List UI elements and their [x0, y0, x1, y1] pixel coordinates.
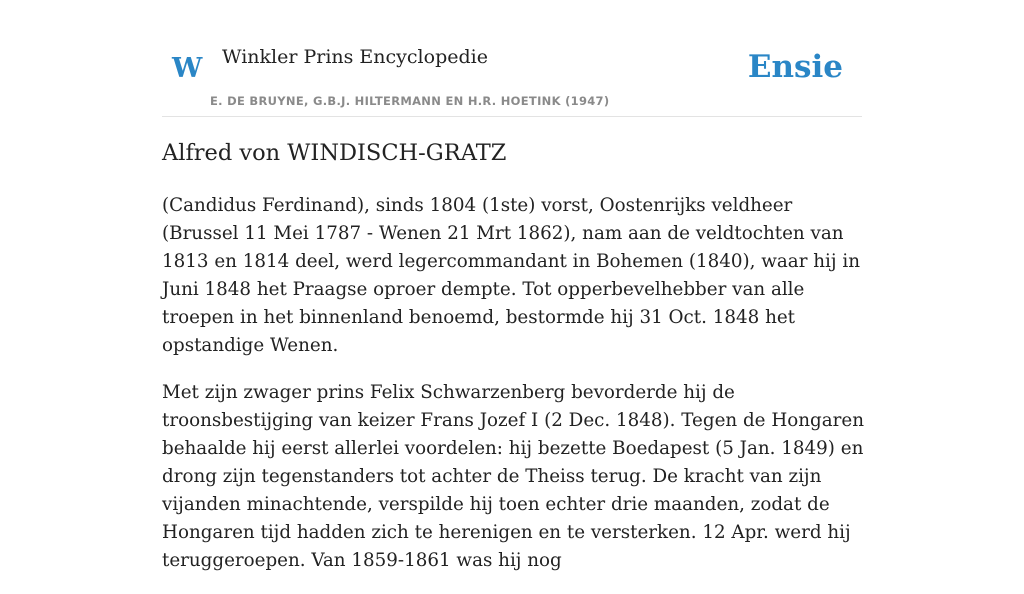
ensie-home-link[interactable]: Ensie [747, 49, 843, 85]
article-body [162, 192, 866, 594]
article-headword: Alfred von WINDISCH-GRATZ [162, 140, 507, 166]
encyclopedia-title[interactable]: Winkler Prins Encyclopedie [222, 46, 488, 68]
encyclopedia-authors: E. DE BRUYNE, G.B.J. HILTERMANN EN H.R. HOETINK (1947) [210, 94, 610, 108]
encyclopedia-logo[interactable]: W [172, 53, 203, 84]
article-paragraph: (Candidus Ferdinand), sinds 1804 (1ste) vorst, Oostenrijks veldheer (Brussel 11 Mei 1787 - Wenen 21 Mrt 1862), nam aan de veldtochten van 1813 en 1814 deel, werd legercommandant in Bohemen (1840), waar hij in Juni 1848 het Praagse oproer dempte. Tot opperbevelhebber van alle troepen in het binnenland benoemd, bestormde hij 31 Oct. 1848 het opstandige Wenen. [162, 195, 860, 356]
site-header [162, 30, 862, 117]
article-paragraph: Met zijn zwager prins Felix Schwarzenberg bevorderde hij de troonsbestijging van keizer Frans Jozef I (2 Dec. 1848). Tegen de Hongaren behaalde hij eerst allerlei voordelen: hij bezette Boedapest (5 Jan. 1849) en drong zijn tegenstanders tot achter de Theiss terug. De kracht van zijn vijanden minachtende, verspilde hij toen echter drie maanden, zodat de Hongaren tijd hadden zich te herenigen en te versterken. 12 Apr. werd hij teruggeroepen. Van 1859-1861 was hij nog [162, 382, 864, 571]
